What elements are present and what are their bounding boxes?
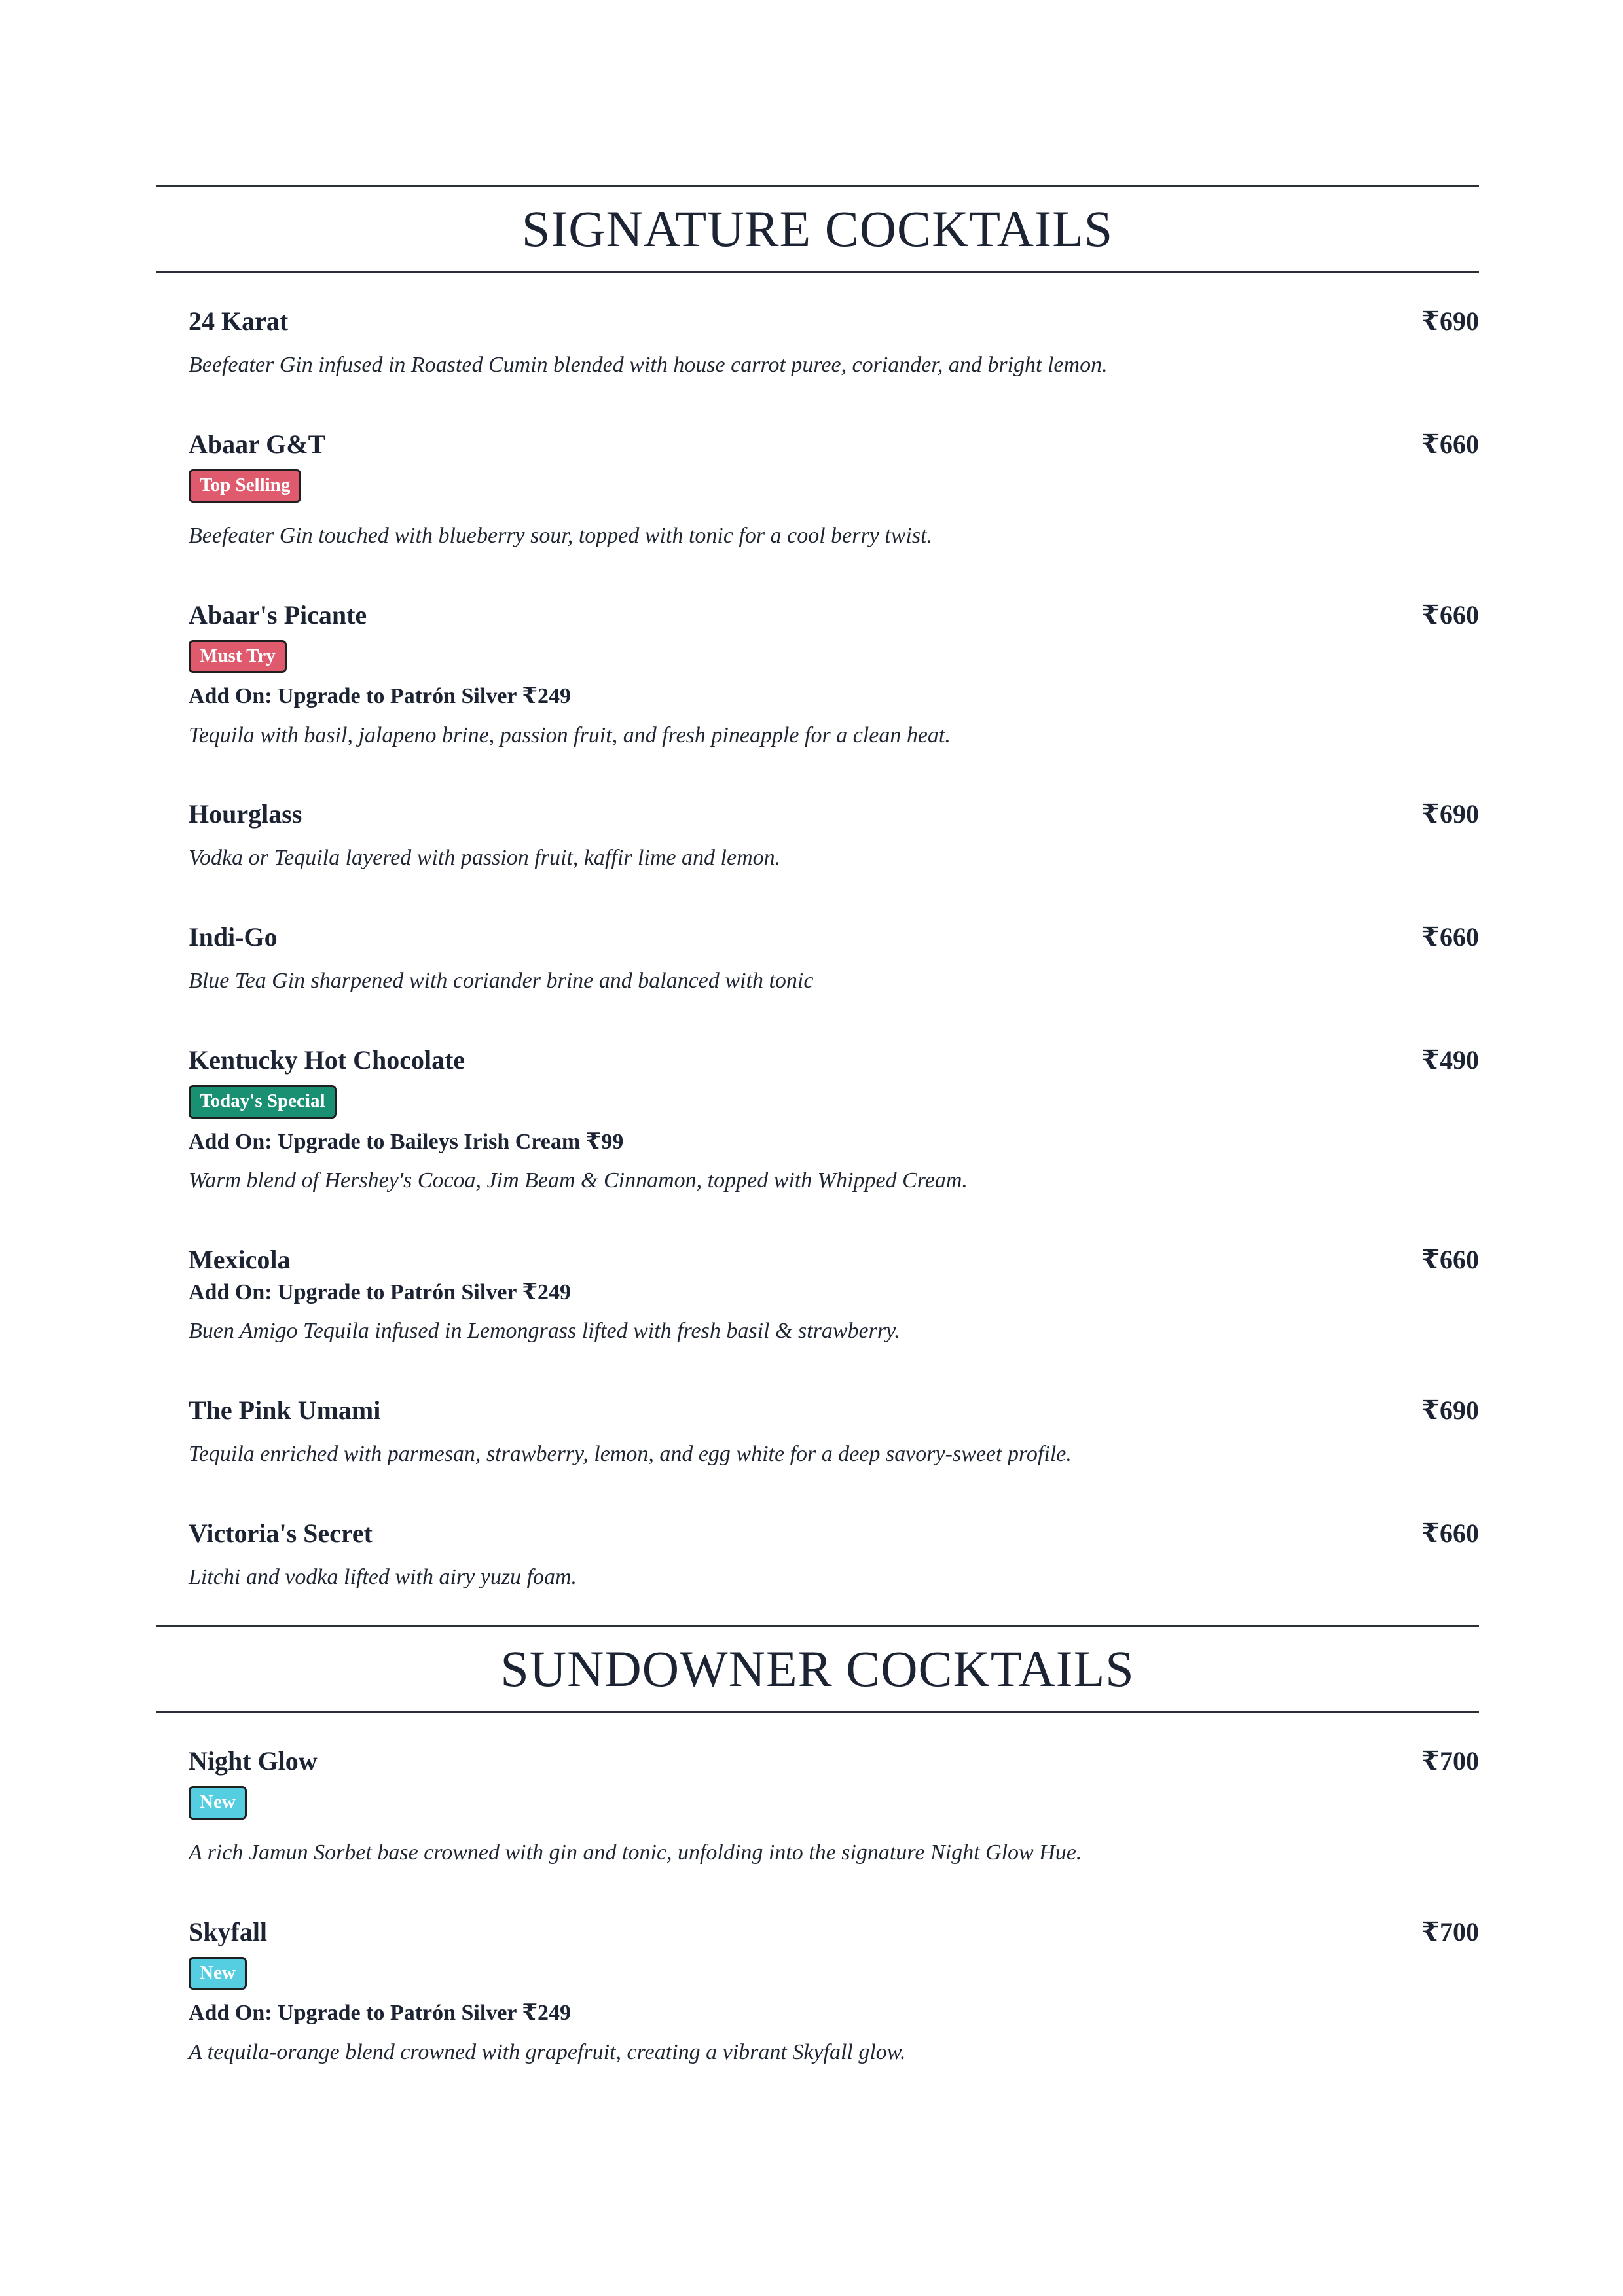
section-title: SIGNATURE COCKTAILS [521, 200, 1114, 257]
menu-item [189, 1518, 1479, 1592]
item-description: A rich Jamun Sorbet base crowned with gin and tonic, unfolding into the signature Night Glow Hue. [189, 1840, 1082, 1865]
section-sundowner-cocktails [156, 1625, 1479, 2068]
menu-items [156, 1713, 1479, 2068]
item-name: Abaar G&T [189, 429, 326, 459]
menu-item [189, 1244, 1479, 1346]
badge-new: New [189, 1786, 247, 1820]
item-description: Tequila enriched with parmesan, strawberry, lemon, and egg white for a deep savory-sweet profile. [189, 1442, 1072, 1467]
item-price: ₹700 [1421, 1916, 1479, 1946]
section-title: SUNDOWNER COCKTAILS [500, 1640, 1135, 1697]
item-name: Kentucky Hot Chocolate [189, 1045, 465, 1075]
item-addon: Add On: Upgrade to Baileys Irish Cream ₹99 [189, 1130, 624, 1155]
item-description: Buen Amigo Tequila infused in Lemongrass lifted with fresh basil & strawberry. [189, 1319, 900, 1344]
item-description: Tequila with basil, jalapeno brine, passion fruit, and fresh pineapple for a clean heat. [189, 723, 951, 747]
menu-item [189, 1045, 1479, 1196]
item-price: ₹660 [1421, 1518, 1479, 1549]
item-price: ₹660 [1421, 922, 1479, 952]
item-price: ₹660 [1421, 600, 1479, 630]
item-price: ₹690 [1421, 1395, 1479, 1426]
item-name: Abaar's Picante [189, 600, 367, 630]
menu-item [189, 1916, 1479, 2068]
item-name: Skyfall [189, 1916, 268, 1946]
section-header [156, 1625, 1479, 1713]
section-signature-cocktails [156, 185, 1479, 1592]
section-header [156, 185, 1479, 273]
badge-top-selling: Top Selling [189, 469, 301, 503]
item-description: Beefeater Gin touched with blueberry sour, topped with tonic for a cool berry twist. [189, 523, 933, 548]
item-price: ₹700 [1421, 1746, 1479, 1776]
item-price: ₹490 [1421, 1045, 1479, 1075]
badge-todays-special: Today's Special [189, 1085, 337, 1119]
item-name: The Pink Umami [189, 1395, 381, 1426]
item-price: ₹690 [1421, 306, 1479, 336]
item-name: Indi-Go [189, 922, 278, 952]
menu-item [189, 922, 1479, 996]
item-addon: Add On: Upgrade to Patrón Silver ₹249 [189, 684, 572, 709]
item-description: Blue Tea Gin sharpened with coriander brine and balanced with tonic [189, 969, 814, 994]
item-addon: Add On: Upgrade to Patrón Silver ₹249 [189, 1280, 572, 1305]
item-description: Vodka or Tequila layered with passion fruit, kaffir lime and lemon. [189, 846, 781, 870]
item-price: ₹660 [1421, 429, 1479, 459]
item-name: 24 Karat [189, 306, 289, 336]
badge-must-try: Must Try [189, 640, 287, 673]
item-name: Night Glow [189, 1746, 318, 1776]
menu-item [189, 306, 1479, 380]
menu-item [189, 1746, 1479, 1868]
badge-new: New [189, 1957, 247, 1990]
item-description: A tequila-orange blend crowned with grapefruit, creating a vibrant Skyfall glow. [189, 2039, 906, 2064]
item-name: Mexicola [189, 1245, 291, 1275]
item-description: Beefeater Gin infused in Roasted Cumin blended with house carrot puree, coriander, and bright lemon. [189, 353, 1108, 377]
item-name: Hourglass [189, 799, 302, 829]
item-price: ₹690 [1421, 799, 1479, 829]
item-description: Warm blend of Hershey's Cocoa, Jim Beam & Cinnamon, topped with Whipped Cream. [189, 1168, 968, 1193]
menu-page [156, 185, 1479, 2116]
menu-item [189, 1395, 1479, 1469]
menu-items [156, 273, 1479, 1592]
item-price: ₹660 [1421, 1245, 1479, 1275]
item-description: Litchi and vodka lifted with airy yuzu foam. [189, 1565, 577, 1590]
menu-item [189, 798, 1479, 873]
menu-item [189, 429, 1479, 551]
item-name: Victoria's Secret [189, 1518, 373, 1549]
item-addon: Add On: Upgrade to Patrón Silver ₹249 [189, 2001, 572, 2026]
menu-item [189, 600, 1479, 751]
